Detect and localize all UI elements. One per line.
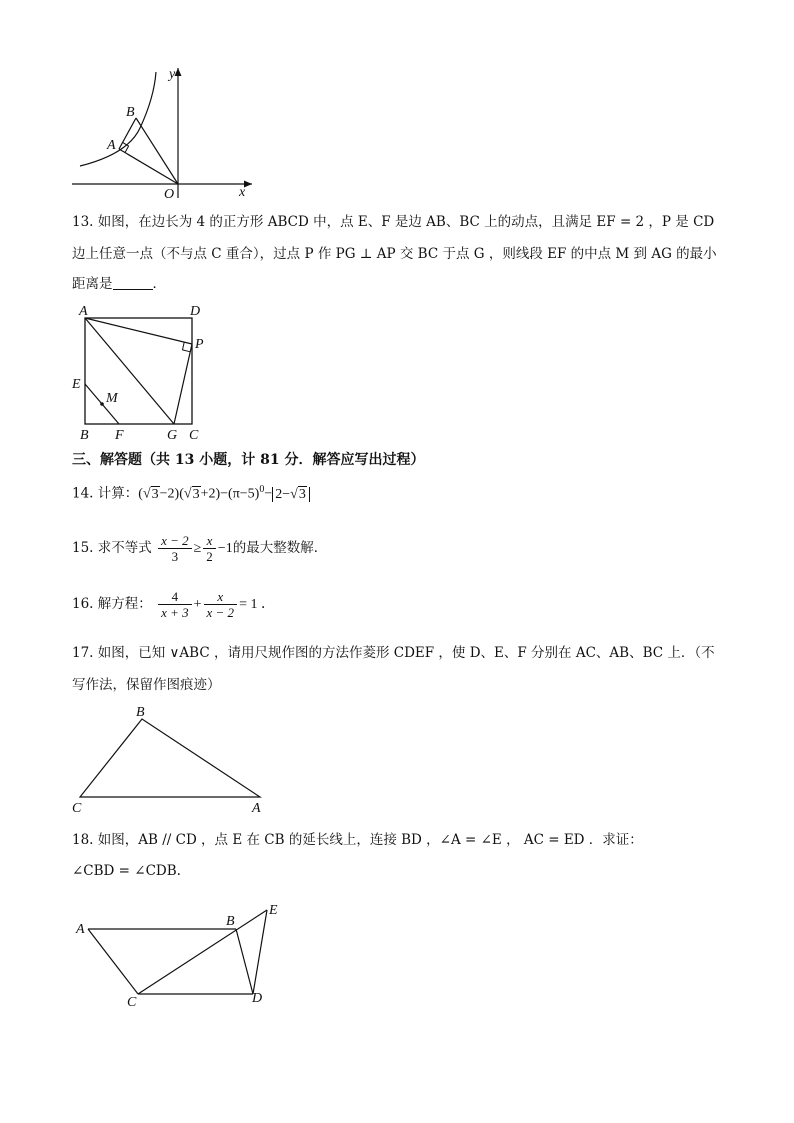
- q14-rp1: ): [174, 486, 180, 502]
- q18-line-2: ∠CBD = ∠CDB.: [72, 863, 181, 879]
- segment-ed: [253, 910, 267, 994]
- q18-figure-svg: [70, 895, 290, 1015]
- answer-blank: [113, 275, 153, 290]
- q15-frac-2: [203, 533, 216, 564]
- q16: [72, 586, 275, 623]
- label-e: E: [72, 377, 81, 392]
- q15-ge: ≥: [193, 541, 202, 556]
- q14-lp1: (: [138, 486, 143, 502]
- q14-abs: 2−√3: [272, 487, 310, 502]
- q12-figure: [60, 62, 260, 202]
- q14: 14. 计算：$(√3-2)(√3+2)-(\pi-5)^0- 2-√3$: [72, 480, 310, 505]
- q14-prefix: 14. 计算：: [72, 485, 139, 502]
- q16-num2: x: [217, 589, 224, 604]
- q14-t1: −2: [159, 486, 175, 502]
- label-g: G: [167, 428, 178, 443]
- segment-pg: [174, 344, 192, 424]
- q13-line-1: 13. 如图，在边长为 4 的正方形 ABCD 中，点 E、F 是边 AB、BC 上的动点，且满足 EF = 2 ，P 是 CD: [72, 214, 715, 230]
- q13-line-3-suffix: ．: [152, 276, 166, 292]
- q14-t2: +2: [200, 486, 216, 502]
- label-a: A: [76, 922, 85, 937]
- q15-suffix: 的最大整数解．: [232, 540, 328, 556]
- q15: [72, 530, 327, 567]
- square-abcd: [85, 318, 192, 424]
- q18-figure: [70, 895, 290, 1015]
- label-a: A: [79, 304, 88, 319]
- label-c: C: [127, 995, 137, 1010]
- y-axis-arrow: [175, 68, 182, 76]
- label-b: B: [80, 428, 89, 443]
- triangle-abc: [80, 719, 260, 797]
- label-d: D: [252, 991, 263, 1006]
- segment-bd: [236, 929, 253, 994]
- segment-bo: [136, 118, 178, 184]
- q17-figure-svg: [68, 702, 278, 822]
- q16-prefix: 16. 解方程：: [72, 596, 152, 612]
- q14-t4: −: [264, 486, 273, 502]
- q13-line-3-prefix: 距离是: [72, 276, 113, 292]
- q13-line-3: [72, 274, 166, 294]
- label-f: F: [115, 428, 124, 443]
- segment-ao: [119, 149, 178, 184]
- segment-ag: [85, 318, 174, 424]
- q14-abs-a: 2−: [275, 486, 291, 502]
- curve: [80, 72, 156, 166]
- q16-frac-1: [158, 589, 192, 620]
- q17-figure: [68, 702, 278, 822]
- q15-prefix: 15. 求不等式: [72, 540, 152, 556]
- q16-frac-2: [204, 589, 238, 620]
- segment-ac: [88, 929, 138, 994]
- q15-den2: 2: [203, 548, 216, 564]
- label-b: B: [136, 705, 145, 720]
- label-b: B: [226, 914, 235, 929]
- label-a: A: [107, 138, 116, 153]
- label-d: D: [190, 304, 201, 319]
- q17-line-1: 17. 如图，已知 ∨ABC ，请用尺规作图的方法作菱形 CDEF ，使 D、E、F 分别在 AC、AB、BC 上．（不: [72, 645, 715, 661]
- q13-figure: [70, 300, 220, 445]
- q16-rhs: = 1 ．: [239, 597, 275, 612]
- q14-rp2: ): [215, 486, 221, 502]
- label-x: x: [239, 185, 246, 200]
- q15-num2: x: [206, 533, 213, 548]
- section-3-heading: 三、解答题（共 13 小题，计 81 分．解答应写出过程）: [72, 452, 425, 468]
- q13-figure-svg: [70, 300, 220, 445]
- q15-den1: 3: [158, 548, 192, 564]
- q14-r3: 3: [298, 486, 306, 502]
- label-m: M: [106, 391, 118, 406]
- q16-den1: x + 3: [158, 604, 192, 620]
- q14-r2: 3: [192, 486, 200, 502]
- segment-ap: [85, 318, 192, 344]
- q13-line-2: 边上任意一点（不与点 C 重合），过点 P 作 PG ⊥ AP 交 BC 于点 G ，则线段 EF 的中点 M 到 AG 的最小: [72, 246, 717, 262]
- q14-exp: 0: [259, 484, 265, 495]
- q17-line-2: 写作法，保留作图痕迹）: [72, 677, 221, 693]
- q16-plus: +: [193, 597, 202, 612]
- label-a: A: [252, 801, 261, 816]
- q15-num1: x − 2: [161, 533, 189, 548]
- point-m: [100, 402, 104, 406]
- label-p: P: [195, 337, 204, 352]
- label-c: C: [72, 801, 82, 816]
- label-o: O: [164, 187, 175, 202]
- q16-num1: 4: [171, 589, 179, 604]
- q18-line-1: 18. 如图，AB // CD ，点 E 在 CB 的延长线上，连接 BD ，∠A = ∠E ， AC = ED ．求证：: [72, 832, 643, 848]
- label-e: E: [269, 903, 278, 918]
- label-c: C: [189, 428, 199, 443]
- q12-figure-svg: [60, 62, 260, 202]
- q15-frac-1: [158, 533, 192, 564]
- q16-den2: x − 2: [204, 604, 238, 620]
- q15-tail: −1: [217, 541, 233, 556]
- label-y: y: [169, 67, 176, 82]
- label-b: B: [126, 105, 135, 120]
- q14-lp2: (: [179, 486, 184, 502]
- q14-t3: −(π−5): [220, 486, 260, 502]
- q14-r1: 3: [151, 486, 159, 502]
- segment-ce: [138, 910, 267, 994]
